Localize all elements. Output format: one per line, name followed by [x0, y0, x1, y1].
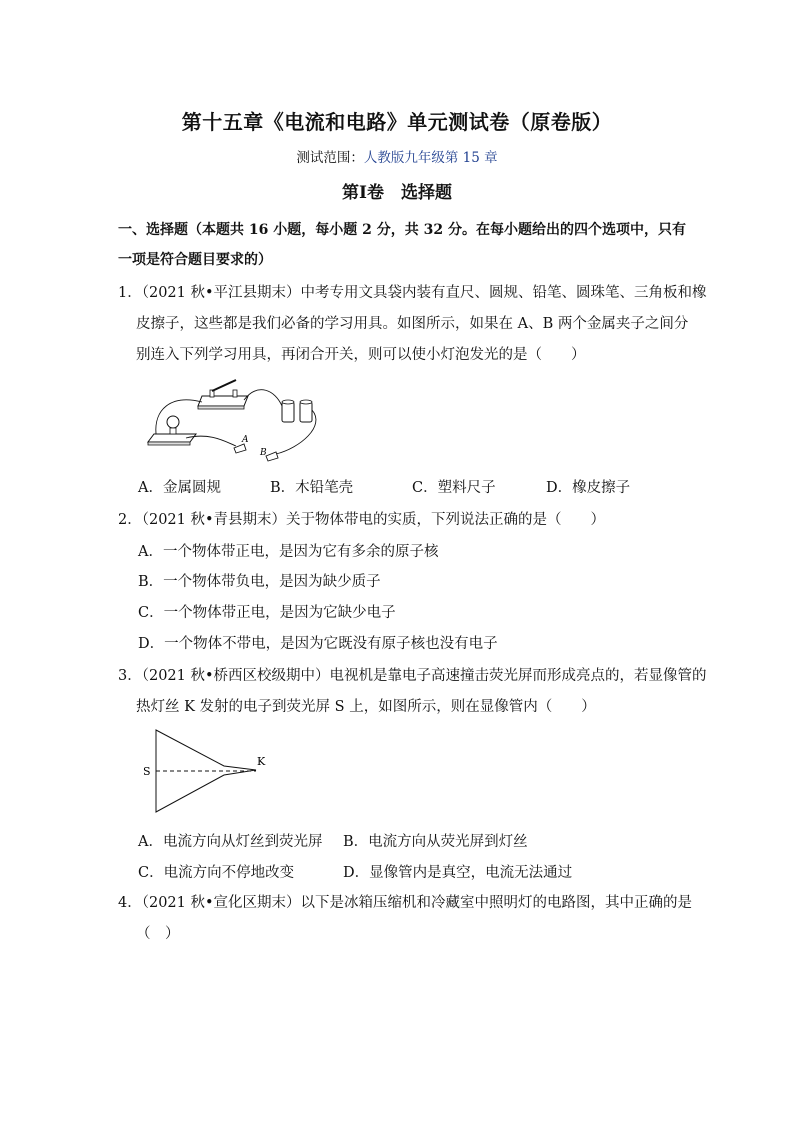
question-3-option-b: B．电流方向从荧光屏到灯丝 [343, 834, 528, 850]
question-2-option-b: B．一个物体带负电，是因为缺少质子 [138, 574, 381, 590]
question-3-option-d: D．显像管内是真空，电流无法通过 [343, 865, 573, 881]
question-1-line-3: 别连入下列学习用具，再闭合开关，则可以使小灯泡发光的是（ ） [136, 347, 586, 363]
question-1-line-2: 皮擦子，这些都是我们必备的学习用具。如图所示，如果在 A、B 两个金属夹子之间分 [136, 316, 689, 332]
scope-value: 人教版九年级第 15 章 [363, 150, 498, 166]
test-scope [0, 146, 794, 166]
filament-label-k: K [257, 755, 266, 768]
section-instructions-line-2: 一项是符合题目要求的） [118, 252, 272, 268]
question-3-option-c: C．电流方向不停地改变 [138, 865, 295, 881]
screen-label-s: S [143, 765, 151, 778]
picture-tube-figure [140, 724, 280, 820]
question-2-option-d: D．一个物体不带电，是因为它既没有原子核也没有电子 [138, 636, 498, 652]
question-1-option-c: C．塑料尺子 [412, 480, 496, 496]
question-3-line-2: 热灯丝 K 发射的电子到荧光屏 S 上，如图所示，则在显像管内（ ） [136, 699, 596, 715]
question-4-line-1: 4．（2021 秋•宣化区期末）以下是冰箱压缩机和冷藏室中照明灯的电路图，其中正确的是 [118, 895, 693, 911]
question-1-option-b: B．木铅笔壳 [270, 480, 354, 496]
question-2-option-c: C．一个物体带正电，是因为它缺少电子 [138, 605, 396, 621]
question-4-line-2: （ ） [136, 926, 180, 942]
question-2-option-a: A．一个物体带正电，是因为它有多余的原子核 [138, 544, 439, 560]
section-heading: 第Ⅰ卷 选择题 [342, 183, 452, 203]
question-1-line-1: 1．（2021 秋•平江县期末）中考专用文具袋内装有直尺、圆规、铅笔、圆珠笔、三角板和橡 [118, 285, 707, 301]
section-instructions-line-1: 一、选择题（本题共 16 小题，每小题 2 分，共 32 分。在每小题给出的四个选项中，只有 [118, 222, 686, 238]
scope-label: 测试范围： [296, 150, 364, 166]
circuit-figure [140, 376, 340, 470]
question-1-option-a: A．金属圆规 [138, 480, 221, 496]
question-3-option-a: A．电流方向从灯丝到荧光屏 [138, 834, 323, 850]
question-2-line-1: 2．（2021 秋•青县期末）关于物体带电的实质，下列说法正确的是（ ） [118, 512, 606, 528]
question-1-option-d: D．橡皮擦子 [546, 480, 631, 496]
page-title: 第十五章《电流和电路》单元测试卷（原卷版） [181, 110, 613, 134]
question-3-line-1: 3．（2021 秋•桥西区校级期中）电视机是靠电子高速撞击荧光屏而形成亮点的，若显像管的 [118, 668, 707, 684]
clip-label-a: A [242, 435, 249, 445]
clip-label-b: B [260, 448, 267, 458]
